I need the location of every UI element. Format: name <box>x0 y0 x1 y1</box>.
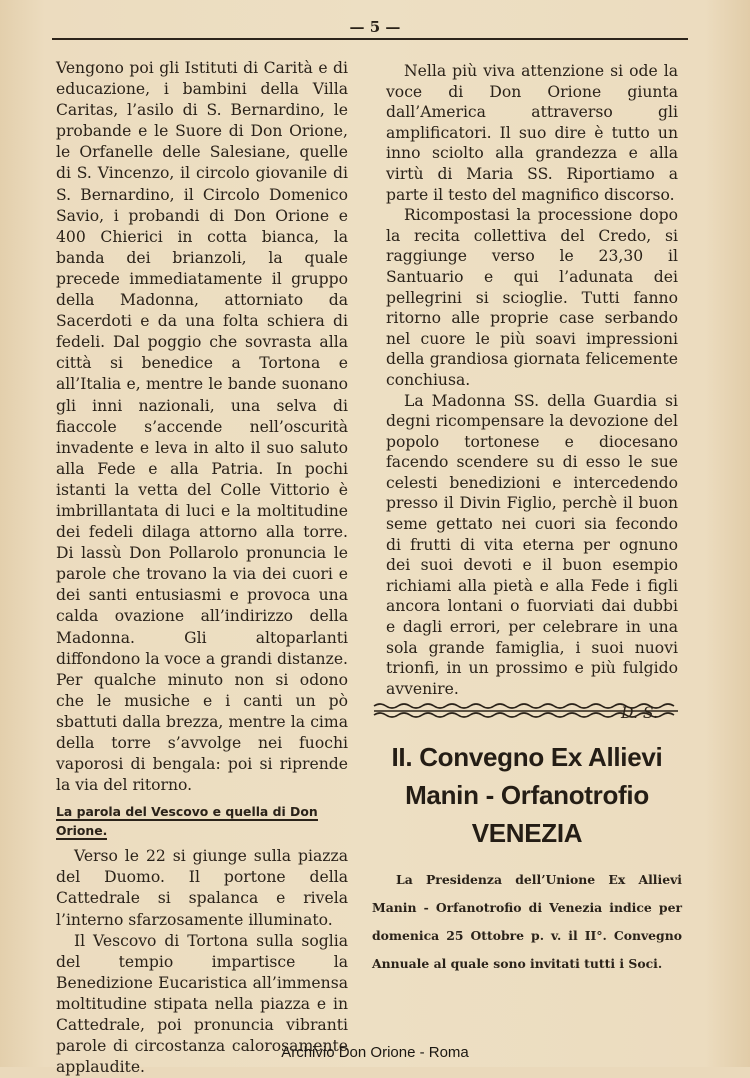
announcement-title-line-3: VENEZIA <box>471 818 583 848</box>
article-signature: D. S. <box>621 704 658 723</box>
announcement-title-line-2: Manin - Orfanotrofio <box>405 780 649 810</box>
announcement-body-text: La Presidenza dell’Unione Ex Allievi Manin - Orfanotrofio di Venezia indice per domenica 25 Ottobre p. v. il II°. Convegno Annuale al quale sono invitati tutti i Soci. <box>372 872 682 971</box>
section-subheading-text: La parola del Vescovo e quella di Don Orione. <box>56 804 318 839</box>
left-paragraph-3: Il Vescovo di Tortona sulla soglia del tempio impartisce la Benedizione Eucaristica all’immensa moltitudine stipata nella piazza e in Cattedrale, poi pronuncia vibranti parole di circostanza calorosamente applaudite. <box>56 931 348 1077</box>
top-divider <box>52 38 688 40</box>
section-subheading <box>56 802 348 840</box>
left-paragraph-1: Vengono poi gli Istituti di Carità e di educazione, i bambini della Villa Caritas, l’asilo di S. Bernardino, le probande e le Suore di Don Orione, le Orfanelle delle Salesiane, quelle di S. Vincenzo, il circolo giovanile di S. Bernardino, il Circolo Domenico Savio, i probandi di Don Orione e 400 Chierici in cotta bianca, la banda dei brianzoli, la quale precede immediatamente il gruppo della Madonna, attorniato da Sacerdoti e da una folta schiera di fedeli. Dal poggio che sovrasta alla città si benedice a Tortona e all’Italia e, mentre le bande suonano gli inni nazionali, una selva di fiaccole s’accende nell’oscurità invadente e leva in alto il suo saluto alla Fede e alla Patria. In pochi istanti la vetta del Colle Vittorio è imbrillantata di luci e la moltitudine dei fedeli dilaga attorno alla torre. Di lassù Don Pollarolo pronuncia le parole che trovano la via dei cuori e dei santi entusiasmi e provoca una calda ovazione all’indirizzo della Madonna. Gli altoparlanti diffondono la voce a grandi distanze. Per qualche minuto non si odono che le musiche e i canti un pò sbattuti dalla brezza, mentre la cima della torre s’avvolge nei fuochi vaporosi di bengala: poi si riprende la via del ritorno. <box>56 59 348 795</box>
right-paragraph-1: Nella più viva attenzione si ode la voce di Don Orione giunta dall’America attraverso gli amplificatori. Il suo dire è tutto un inno sciolto alla grandezza e alla virtù di Maria SS. Riportiamo a parte il testo del magnifico discorso. <box>386 62 678 204</box>
announcement-title-line-1: II. Convegno Ex Allievi <box>391 742 663 772</box>
announcement-body <box>372 866 682 978</box>
right-column <box>386 61 678 724</box>
left-column <box>56 58 348 1078</box>
right-paragraph-3: La Madonna SS. della Guardia si degni ricompensare la devozione del popolo tortonese e diocesano facendo scendere su di esso le sue celesti benedizioni e intercedendo presso il Divin Figlio, perchè il buon seme gettato nei cuori sia fecondo di frutti di vita eterna per ognuno dei suoi devoti e il buon esempio richiami alla pietà e alla Fede i figli ancora lontani o fuorviati dai dubbi e dagli errori, per celebrare in una sola grande famiglia, i suoi nuovi trionfi, in un prossimo e più fulgido avvenire. <box>386 391 678 698</box>
right-paragraph-2: Ricompostasi la processione dopo la recita collettiva del Credo, si raggiunge verso le 23,30 il Santuario e qui l’adunata dei pellegrini si scioglie. Tutti fanno ritorno alle proprie case serbando nel cuore le più soavi impressioni della grandiosa giornata felicemente conchiusa. <box>386 206 678 389</box>
page-number: — 5 — <box>349 18 401 36</box>
ornamental-wavy-divider <box>372 700 682 720</box>
announcement-title <box>372 738 682 852</box>
left-paragraph-2: Verso le 22 si giunge sulla piazza del Duomo. Il portone della Cattedrale si spalanca e rivela l’interno sfarzosamente illuminato. <box>56 847 348 929</box>
archive-footer: Archivio Don Orione - Roma <box>281 1044 469 1061</box>
